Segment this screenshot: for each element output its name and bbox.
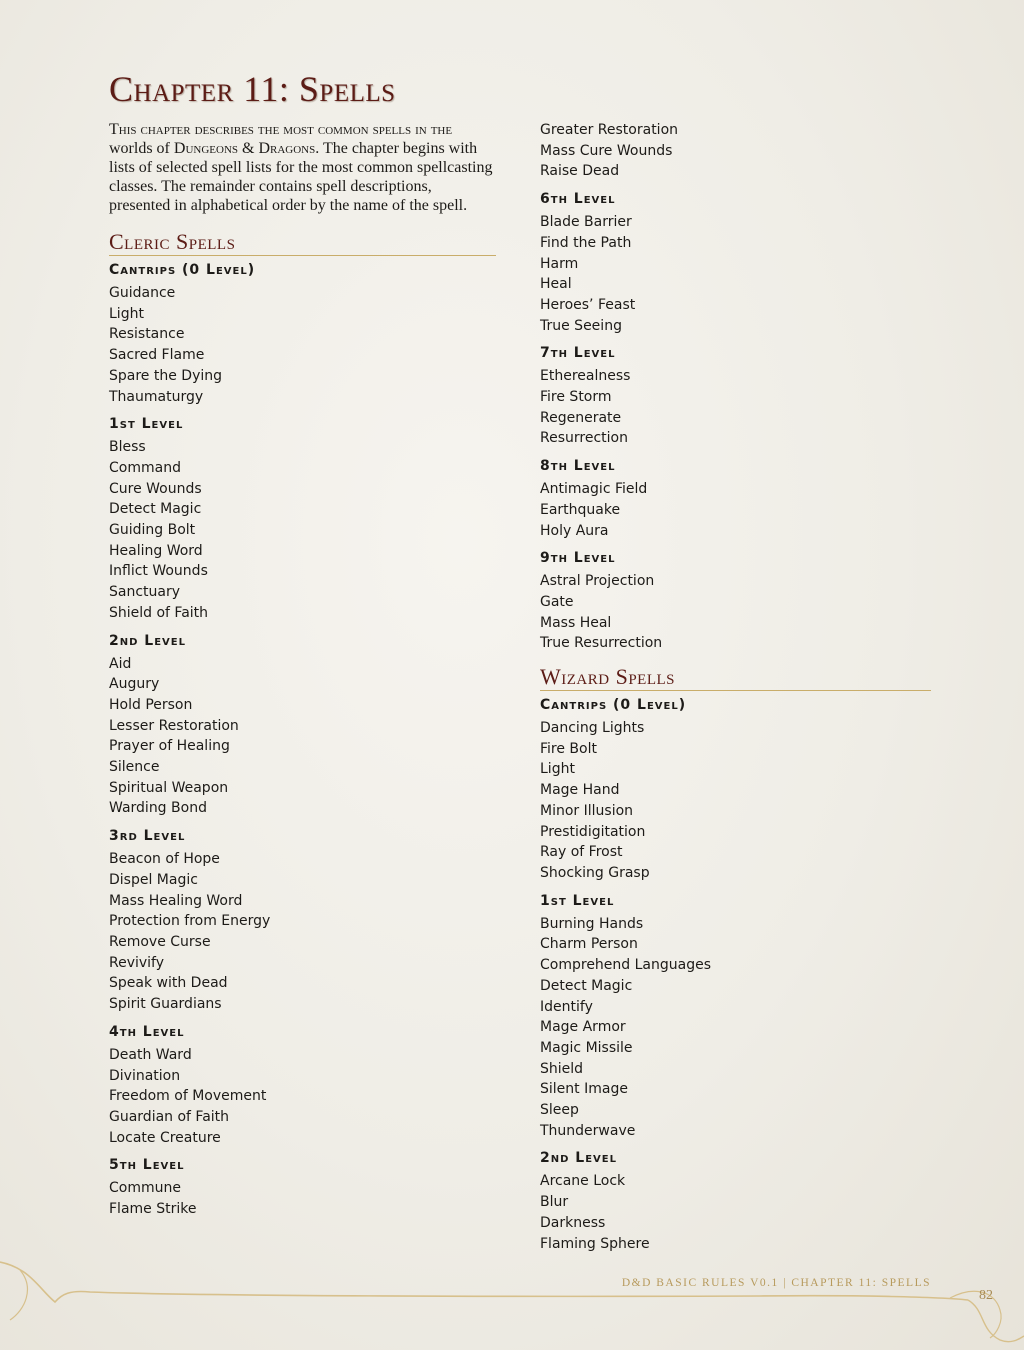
- spell-list: [540, 914, 931, 1142]
- spell-list: [109, 1178, 496, 1219]
- spell-item: Ray of Frost: [540, 844, 623, 861]
- spell-item: Mass Healing Word: [109, 892, 243, 909]
- level-heading: 8th Level: [540, 458, 616, 475]
- spell-item: Mage Armor: [540, 1019, 626, 1036]
- level-heading: Cantrips (0 Level): [540, 697, 687, 714]
- spell-item: Charm Person: [540, 936, 638, 953]
- spell-list: [540, 571, 931, 654]
- spell-item: Astral Projection: [540, 573, 655, 590]
- wizard-level-1: [540, 892, 931, 1142]
- spell-item: Regenerate: [540, 409, 622, 426]
- cleric-spells-heading: Cleric Spells: [109, 229, 496, 256]
- footer-curl-left: [10, 1270, 27, 1320]
- footer-ornament: [0, 1240, 1024, 1350]
- spell-item: Hold Person: [109, 696, 193, 713]
- cleric-level-7: [540, 344, 931, 449]
- spell-item: Remove Curse: [109, 933, 211, 950]
- spell-item: Blade Barrier: [540, 214, 632, 231]
- spell-item: Mage Hand: [540, 782, 620, 799]
- spell-item: Resistance: [109, 326, 185, 343]
- cleric-level-4: [109, 1023, 496, 1149]
- spell-list: [109, 1045, 496, 1149]
- spell-item: Cure Wounds: [109, 480, 202, 497]
- spell-list: [109, 283, 496, 407]
- spell-item: Blur: [540, 1194, 569, 1211]
- cleric-level-5: [109, 1156, 496, 1219]
- spell-item: Guidance: [109, 285, 176, 301]
- spell-item: Antimagic Field: [540, 481, 648, 498]
- spell-item: Shield: [540, 1060, 584, 1077]
- spell-item: Arcane Lock: [540, 1173, 626, 1190]
- spell-list: [540, 479, 931, 541]
- spell-item: Magic Missile: [540, 1039, 633, 1056]
- cleric-level-6: [540, 190, 931, 336]
- spell-item: Find the Path: [540, 234, 632, 251]
- spell-item: Comprehend Languages: [540, 957, 712, 974]
- intro-brand: Dungeons & Dragons: [173, 140, 316, 157]
- spell-list: [540, 212, 931, 336]
- spell-item: Prayer of Healing: [109, 738, 230, 755]
- spell-item: Sleep: [540, 1102, 579, 1119]
- spell-item: Thaumaturgy: [109, 388, 204, 405]
- spell-item: Commune: [109, 1180, 181, 1197]
- spell-item: Silence: [109, 759, 160, 776]
- spell-item: Raise Dead: [540, 163, 620, 180]
- spell-list: [109, 849, 496, 1015]
- spell-item: Mass Heal: [540, 614, 612, 631]
- spell-item: Shocking Grasp: [540, 864, 650, 881]
- spell-item: True Seeing: [540, 317, 622, 334]
- spell-item: Dispel Magic: [109, 871, 198, 888]
- spell-list: [540, 718, 931, 884]
- level-heading: Cantrips (0 Level): [109, 262, 256, 278]
- spell-item: Locate Creature: [109, 1129, 221, 1146]
- spell-item: Shield of Faith: [109, 604, 209, 621]
- intro-lead: This chapter describes the most common spells in the: [109, 121, 453, 138]
- cleric-cantrips: [109, 261, 496, 407]
- spell-item: Minor Illusion: [540, 802, 634, 819]
- level-heading: 2nd Level: [540, 1150, 617, 1167]
- spell-item: Fire Bolt: [540, 740, 597, 757]
- spell-item: Flaming Sphere: [540, 1235, 650, 1252]
- wizard-level-2: [540, 1149, 931, 1254]
- left-column: [109, 120, 496, 1220]
- wizard-spells-heading: Wizard Spells: [540, 664, 931, 691]
- right-column: [540, 120, 931, 1254]
- spell-item: Sanctuary: [109, 584, 181, 601]
- spell-item: Greater Restoration: [540, 122, 679, 138]
- spell-item: Death Ward: [109, 1046, 192, 1063]
- spell-item: True Resurrection: [540, 635, 663, 652]
- spell-item: Thunderwave: [540, 1122, 636, 1139]
- spell-list: [109, 654, 496, 820]
- spell-item: Harm: [540, 255, 579, 272]
- spell-item: Augury: [109, 676, 160, 693]
- spell-item: Etherealness: [540, 368, 631, 385]
- spell-item: Beacon of Hope: [109, 851, 220, 868]
- level-heading: 7th Level: [540, 345, 616, 362]
- spell-item: Flame Strike: [109, 1201, 197, 1218]
- intro-paragraph: [109, 120, 496, 215]
- level-heading: 1st Level: [540, 892, 615, 909]
- spell-item: Divination: [109, 1067, 181, 1084]
- spell-item: Light: [540, 761, 575, 778]
- level-heading: 9th Level: [540, 550, 616, 567]
- spell-item: Healing Word: [109, 542, 203, 559]
- cleric-level-3: [109, 827, 496, 1015]
- level-heading: 4th Level: [109, 1023, 185, 1040]
- spell-item: Guardian of Faith: [109, 1108, 230, 1125]
- spell-item: Aid: [109, 655, 132, 672]
- level-heading: 2nd Level: [109, 632, 186, 649]
- spell-item: Revivify: [109, 954, 165, 971]
- spell-item: Spare the Dying: [109, 367, 223, 384]
- spell-item: Protection from Energy: [109, 913, 271, 930]
- cleric-level-8: [540, 457, 931, 541]
- spell-item: Sacred Flame: [109, 347, 205, 364]
- wizard-cantrips: [540, 696, 931, 884]
- spell-item: Dancing Lights: [540, 720, 645, 737]
- intro-part2: . The chapter begins with lists of selected spell lists for the most common spellcasting classes. The remainder contains spell descriptions, presented in alphabetical order by the name of the spell.: [109, 140, 493, 214]
- spell-item: Identify: [540, 998, 593, 1015]
- spell-item: Darkness: [540, 1214, 606, 1231]
- spell-item: Resurrection: [540, 430, 628, 447]
- spell-item: Earthquake: [540, 501, 621, 518]
- spell-item: Light: [109, 305, 144, 322]
- spell-item: Holy Aura: [540, 522, 609, 539]
- spell-item: Gate: [540, 593, 574, 610]
- spell-item: Bless: [109, 439, 146, 456]
- spell-list: [540, 366, 931, 449]
- spell-item: Heroes’ Feast: [540, 296, 636, 313]
- spell-item: Burning Hands: [540, 915, 644, 932]
- cleric-level-1: [109, 415, 496, 623]
- spell-item: Inflict Wounds: [109, 563, 208, 580]
- spell-item: Mass Cure Wounds: [540, 142, 673, 159]
- level-heading: 1st Level: [109, 416, 184, 433]
- spell-item: Silent Image: [540, 1081, 628, 1098]
- spell-item: Detect Magic: [109, 501, 202, 518]
- spell-item: Warding Bond: [109, 800, 207, 817]
- chapter-title: Chapter 11: Spells: [109, 69, 396, 109]
- spell-list-continued: [540, 120, 931, 182]
- level-heading: 3rd Level: [109, 828, 186, 845]
- spell-item: Command: [109, 459, 181, 476]
- footer-swash-right: [968, 1300, 1024, 1342]
- spell-item: Heal: [540, 276, 572, 293]
- spell-item: Speak with Dead: [109, 975, 228, 992]
- spell-item: Prestidigitation: [540, 823, 646, 840]
- spell-item: Fire Storm: [540, 389, 612, 406]
- spell-item: Spirit Guardians: [109, 996, 222, 1013]
- intro-part1: worlds of: [109, 140, 174, 157]
- spell-item: Guiding Bolt: [109, 522, 196, 539]
- cleric-level-9: [540, 549, 931, 654]
- page-number: 82: [979, 1288, 993, 1303]
- level-heading: 6th Level: [540, 191, 616, 208]
- spell-item: Spiritual Weapon: [109, 779, 229, 796]
- spell-item: Lesser Restoration: [109, 717, 239, 734]
- level-heading: 5th Level: [109, 1157, 185, 1174]
- footer-running-title: D&D BASIC RULES V0.1 | CHAPTER 11: SPELLS: [621, 1277, 931, 1289]
- spell-item: Freedom of Movement: [109, 1088, 267, 1105]
- spell-item: Detect Magic: [540, 977, 633, 994]
- cleric-level-2: [109, 632, 496, 820]
- spell-list: [109, 437, 496, 623]
